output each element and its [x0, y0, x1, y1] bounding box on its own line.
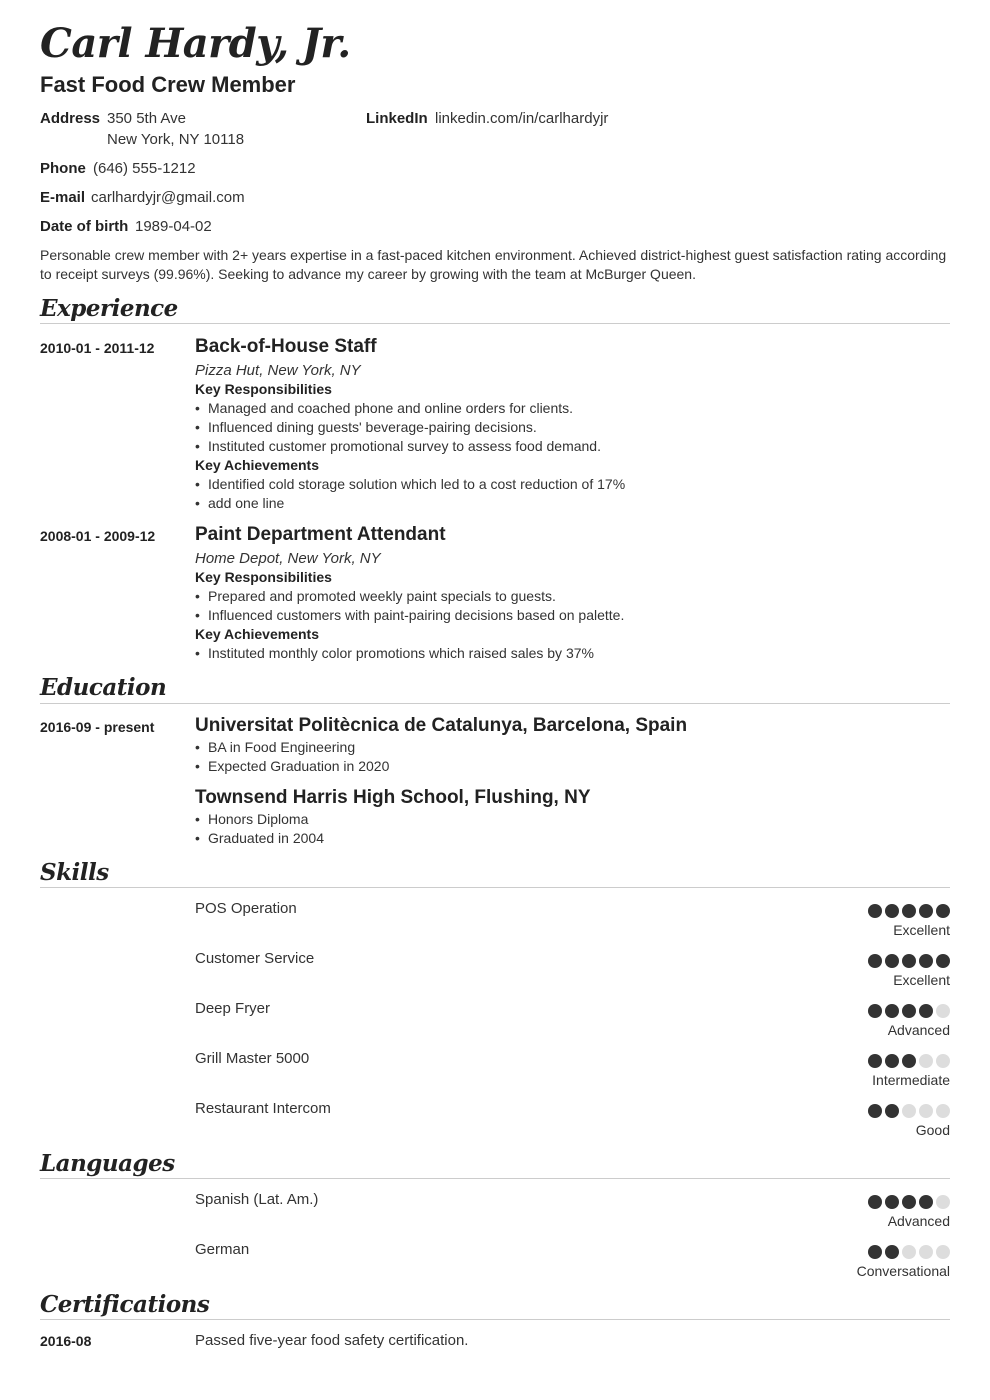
rating-dot [919, 1195, 933, 1209]
list-item: • BA in Food Engineering [195, 739, 356, 755]
address-line1: 350 5th Ave [107, 110, 186, 127]
list-item: • Prepared and promoted weekly paint specials to guests. [195, 588, 556, 604]
phone-value: (646) 555-1212 [93, 160, 196, 177]
list-item: • Managed and coached phone and online orders for clients. [195, 400, 574, 416]
rating-dot [868, 1054, 882, 1068]
rating-dot [936, 1245, 950, 1259]
experience-divider [40, 323, 950, 324]
certification-text: Passed five-year food safety certification. [195, 1332, 469, 1349]
summary-text: Personable crew member with 2+ years expertise in a fast-paced kitchen environment. Achieved district-highest guest satisfaction rating according to receipt surveys (99.96%). Seeking to advance my career by growing with the team at McBurger Queen. [40, 247, 947, 282]
list-item: • Instituted monthly color promotions which raised sales by 37% [195, 645, 594, 661]
rating-dot [885, 954, 899, 968]
experience-dates: 2008-01 - 2009-12 [40, 528, 156, 544]
skill-rating [868, 1004, 950, 1018]
email-label: E-mail [40, 189, 86, 206]
list-item: • Honors Diploma [195, 811, 309, 827]
list-item: • Graduated in 2004 [195, 830, 324, 846]
rating-dot [885, 1054, 899, 1068]
experience-title: Paint Department Attendant [195, 524, 446, 545]
rating-dot [936, 954, 950, 968]
rating-dot [868, 1245, 882, 1259]
skill-level: Advanced [887, 1022, 950, 1038]
rating-dot [902, 1104, 916, 1118]
rating-dot [885, 1004, 899, 1018]
certifications-divider [40, 1319, 950, 1320]
skill-rating [868, 1054, 950, 1068]
rating-dot [885, 904, 899, 918]
address-line2: New York, NY 10118 [107, 131, 245, 148]
rating-dot [868, 1104, 882, 1118]
rating-dot [902, 1054, 916, 1068]
skills-divider [40, 887, 950, 888]
skill-name: Grill Master 5000 [195, 1050, 310, 1067]
rating-dot [919, 954, 933, 968]
rating-dot [936, 1195, 950, 1209]
achievements-label: Key Achievements [195, 626, 319, 642]
dob-value: 1989-04-02 [135, 218, 212, 235]
skill-rating [868, 904, 950, 918]
achievements-label: Key Achievements [195, 457, 319, 473]
rating-dot [902, 904, 916, 918]
rating-dot [868, 1004, 882, 1018]
skill-rating [868, 1104, 950, 1118]
rating-dot [902, 1245, 916, 1259]
job-title: Fast Food Crew Member [40, 72, 296, 97]
list-item: • Identified cold storage solution which led to a cost reduction of 17% [195, 476, 626, 492]
responsibilities-label: Key Responsibilities [195, 381, 332, 397]
rating-dot [868, 954, 882, 968]
rating-dot [919, 1004, 933, 1018]
rating-dot [919, 1245, 933, 1259]
language-rating [868, 1245, 950, 1259]
education-school: Townsend Harris High School, Flushing, NY [195, 787, 591, 808]
rating-dot [919, 1054, 933, 1068]
languages-heading: Languages [40, 1150, 175, 1177]
languages-divider [40, 1178, 950, 1179]
skill-level: Excellent [893, 972, 950, 988]
certifications-heading: Certifications [40, 1291, 210, 1318]
skill-name: Deep Fryer [195, 1000, 271, 1017]
rating-dot [936, 1104, 950, 1118]
rating-dot [902, 1195, 916, 1209]
rating-dot [936, 1004, 950, 1018]
experience-company: Pizza Hut, New York, NY [195, 362, 361, 379]
list-item: • Instituted customer promotional survey to assess food demand. [195, 438, 601, 454]
language-level: Conversational [856, 1263, 950, 1279]
rating-dot [902, 954, 916, 968]
dob-label: Date of birth [40, 218, 129, 235]
skill-level: Intermediate [872, 1072, 950, 1088]
education-school: Universitat Politècnica de Catalunya, Barcelona, Spain [195, 715, 688, 736]
list-item: • add one line [195, 495, 285, 511]
language-rating [868, 1195, 950, 1209]
responsibilities-label: Key Responsibilities [195, 569, 332, 585]
education-divider [40, 703, 950, 704]
skill-name: POS Operation [195, 900, 297, 917]
certification-date: 2016-08 [40, 1333, 92, 1349]
skill-name: Restaurant Intercom [195, 1100, 331, 1117]
rating-dot [936, 1054, 950, 1068]
experience-company: Home Depot, New York, NY [195, 550, 381, 567]
rating-dot [936, 904, 950, 918]
list-item: • Influenced dining guests' beverage-pairing decisions. [195, 419, 537, 435]
language-name: German [195, 1241, 250, 1258]
skills-heading: Skills [40, 859, 109, 886]
experience-title: Back-of-House Staff [195, 336, 377, 357]
address-label: Address [40, 110, 101, 127]
linkedin-label: LinkedIn [366, 110, 428, 127]
email-value[interactable]: carlhardyjr@gmail.com [91, 189, 245, 206]
phone-label: Phone [40, 160, 86, 177]
rating-dot [868, 904, 882, 918]
experience-heading: Experience [40, 295, 178, 322]
rating-dot [868, 1195, 882, 1209]
skill-level: Good [915, 1122, 950, 1138]
experience-dates: 2010-01 - 2011-12 [40, 340, 155, 356]
rating-dot [919, 1104, 933, 1118]
education-heading: Education [40, 674, 167, 701]
linkedin-value[interactable]: linkedin.com/in/carlhardyjr [435, 110, 609, 127]
language-level: Advanced [887, 1213, 950, 1229]
rating-dot [885, 1195, 899, 1209]
rating-dot [919, 904, 933, 918]
rating-dot [902, 1004, 916, 1018]
skill-level: Excellent [893, 922, 950, 938]
list-item: • Influenced customers with paint-pairing decisions based on palette. [195, 607, 625, 623]
skill-rating [868, 954, 950, 968]
list-item: • Expected Graduation in 2020 [195, 758, 390, 774]
rating-dot [885, 1245, 899, 1259]
education-dates: 2016-09 - present [40, 719, 155, 735]
skill-name: Customer Service [195, 950, 315, 967]
rating-dot [885, 1104, 899, 1118]
language-name: Spanish (Lat. Am.) [195, 1191, 319, 1208]
candidate-name: Carl Hardy, Jr. [40, 20, 351, 67]
